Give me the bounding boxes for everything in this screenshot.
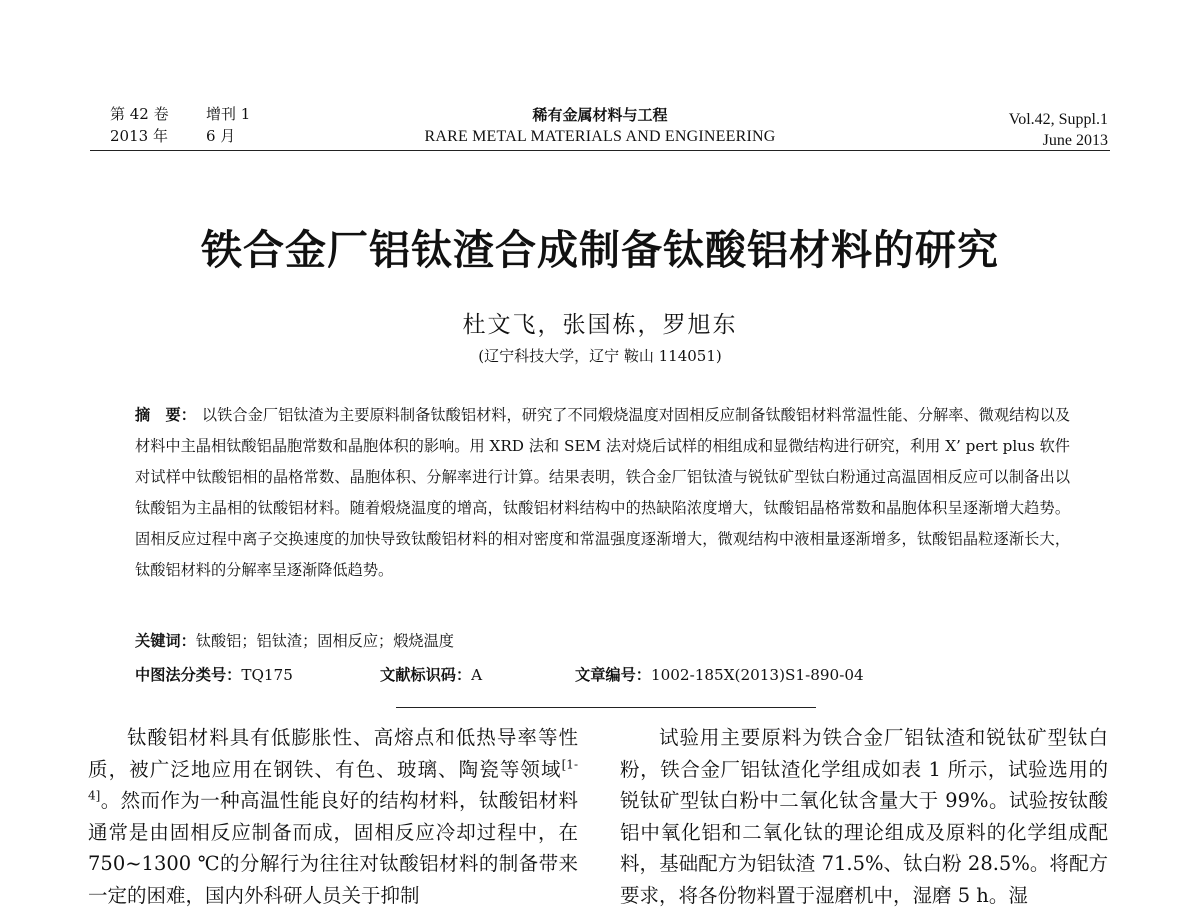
volume-en: Vol.42, Suppl.1 <box>1008 111 1108 128</box>
authors: 杜文飞，张国栋，罗旭东 <box>462 312 738 338</box>
body-column-left <box>88 722 578 911</box>
article-number <box>575 664 864 685</box>
journal-title-en: RARE METAL MATERIALS AND ENGINEERING <box>424 128 776 145</box>
keywords <box>135 630 454 651</box>
volume-cn: 第 42 卷 <box>110 105 169 123</box>
article-title: 铁合金厂铝钛渣合成制备钛酸铝材料的研究 <box>201 226 999 274</box>
year-cn: 2013 年 <box>110 127 168 145</box>
abstract-label: 摘 要： <box>135 406 196 424</box>
art-value: 1002-185X(2013)S1-890-04 <box>650 666 864 684</box>
running-header-right <box>1009 109 1108 151</box>
doc-label: 文献标识码： <box>380 666 472 684</box>
abstract <box>135 400 1070 586</box>
classification-line <box>135 664 864 685</box>
document-code <box>380 664 575 685</box>
affiliation: (辽宁科技大学，辽宁 鞍山 114051) <box>478 347 722 365</box>
abstract-text: 以铁合金厂铝钛渣为主要原料制备钛酸铝材料，研究了不同煅烧温度对固相反应制备钛酸铝材料常温性能、分解率、微观结构以及材料中主晶相钛酸铝晶胞常数和晶胞体积的影响。用 XRD 法和 SEM 法对烧后试样的相组成和显微结构进行研究，利用 X’ pert plus 软件对试样中钛酸铝相的晶格常数、晶胞体积、分解率进行计算。结果表明，铁合金厂铝钛渣与锐钛矿型钛白粉通过高温固相反应可以制备出以钛酸铝为主晶相的钛酸铝材料。随着煅烧温度的增高，钛酸铝材料结构中的热缺陷浓度增大，钛酸铝晶格常数和晶胞体积呈逐渐增大趋势。固相反应过程中离子交换速度的加快导致钛酸铝材料的相对密度和常温强度逐渐增大，微观结构中液相量逐渐增多，钛酸铝晶粒逐渐长大，钛酸铝材料的分解率呈逐渐降低趋势。 <box>135 406 1071 579</box>
month-cn: 6 月 <box>206 127 236 145</box>
supplement-cn: 增刊 1 <box>206 105 251 123</box>
doc-value: A <box>471 666 483 684</box>
keywords-text: 钛酸铝；铝钛渣；固相反应；煅烧温度 <box>195 632 454 650</box>
journal-title-cn: 稀有金属材料与工程 <box>532 106 668 124</box>
art-label: 文章编号： <box>575 666 651 684</box>
body-paragraph: 试验用主要原料为铁合金厂铝钛渣和锐钛矿型钛白粉，铁合金厂铝钛渣化学组成如表 1 所示，试验选用的锐钛矿型钛白粉中二氧化钛含量大于 99%。试验按钛酸铝中氧化铝和二氧化钛的理论组成及原料的化学组成配料，基础配方为铝钛渣 71.5%、钛白粉 28.5%。将配方要求，将各份物料置于湿磨机中，湿磨 5 h。湿 <box>620 726 1108 907</box>
body-text: 钛酸铝材料具有低膨胀性、高熔点和低热导率等性质，被广泛地应用在钢铁、有色、玻璃、陶瓷等领域 <box>88 726 578 781</box>
clc-number <box>135 664 380 685</box>
date-en: June 2013 <box>1042 132 1108 149</box>
citation: [1-4] <box>88 757 578 803</box>
keywords-label: 关键词： <box>135 632 196 650</box>
body-text: 。然而作为一种高温性能良好的结构材料，钛酸铝材料通常是由固相反应制备而成，固相反应冷却过程中，在 750~1300 ℃的分解行为往往对钛酸铝材料的制备带来一定的困难，国内外科研人员关于抑制 <box>88 789 578 907</box>
body-column-right <box>620 722 1108 911</box>
header-rule <box>90 150 1110 151</box>
clc-value: TQ175 <box>241 666 293 684</box>
body-paragraph <box>88 722 578 911</box>
clc-label: 中图法分类号： <box>135 666 242 684</box>
section-rule <box>396 707 816 708</box>
